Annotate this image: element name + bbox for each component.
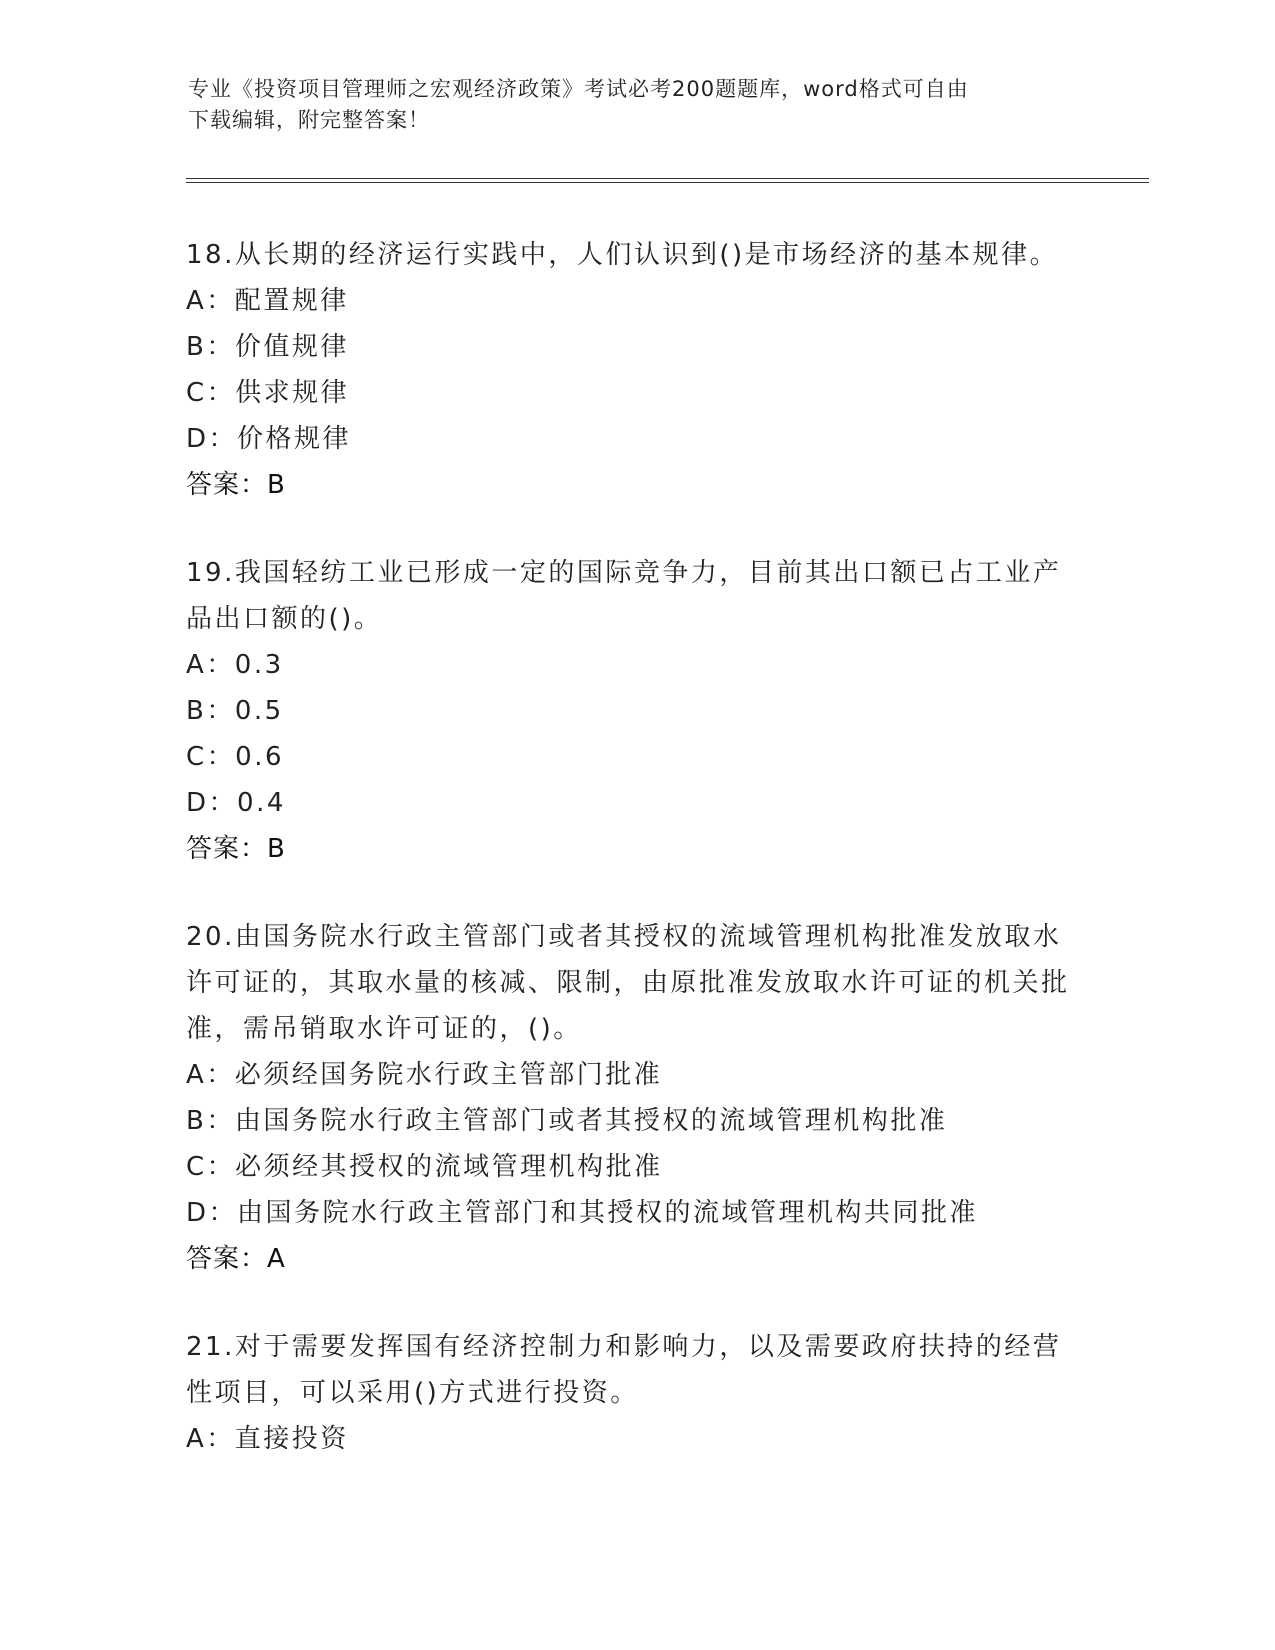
question-21 [186, 1324, 1086, 1462]
question-stem: 18.从长期的经济运行实践中，人们认识到()是市场经济的基本规律。 [186, 240, 1059, 270]
option-d: D：0.4 [186, 788, 286, 818]
option-b: B：价值规律 [186, 332, 349, 362]
option-d: D：价格规律 [186, 424, 352, 454]
question-stem: 19.我国轻纺工业已形成一定的国际竞争力，目前其出口额已占工业产品出口额的()。 [186, 558, 1062, 634]
document-header [188, 74, 1088, 136]
question-stem: 20.由国务院水行政主管部门或者其授权的流域管理机构批准发放取水许可证的，其取水量的核减、限制，由原批准发放取水许可证的机关批准，需吊销取水许可证的，()。 [186, 922, 1070, 1044]
question-20 [186, 914, 1086, 1282]
header-title-line-2: 下载编辑，附完整答案！ [188, 108, 430, 132]
question-18 [186, 232, 1086, 508]
option-a: A：配置规律 [186, 286, 349, 316]
header-divider [186, 178, 1149, 183]
option-c: C：必须经其授权的流域管理机构批准 [186, 1152, 663, 1182]
answer-line: 答案：A [186, 1244, 286, 1274]
option-a: A：0.3 [186, 650, 284, 680]
option-b: B：0.5 [186, 696, 284, 726]
answer-line: 答案：B [186, 470, 286, 500]
option-d: D：由国务院水行政主管部门和其授权的流域管理机构共同批准 [186, 1198, 979, 1228]
question-stem: 21.对于需要发挥国有经济控制力和影响力，以及需要政府扶持的经营性项目，可以采用()方式进行投资。 [186, 1332, 1062, 1408]
question-list [186, 232, 1086, 1504]
header-title-line-1: 专业《投资项目管理师之宏观经济政策》考试必考200题题库，word格式可自由 [188, 77, 969, 101]
question-19 [186, 550, 1086, 872]
option-a: A：直接投资 [186, 1424, 349, 1454]
option-c: C：0.6 [186, 742, 285, 772]
option-c: C：供求规律 [186, 378, 350, 408]
option-b: B：由国务院水行政主管部门或者其授权的流域管理机构批准 [186, 1106, 948, 1136]
option-a: A：必须经国务院水行政主管部门批准 [186, 1060, 663, 1090]
answer-line: 答案：B [186, 834, 286, 864]
